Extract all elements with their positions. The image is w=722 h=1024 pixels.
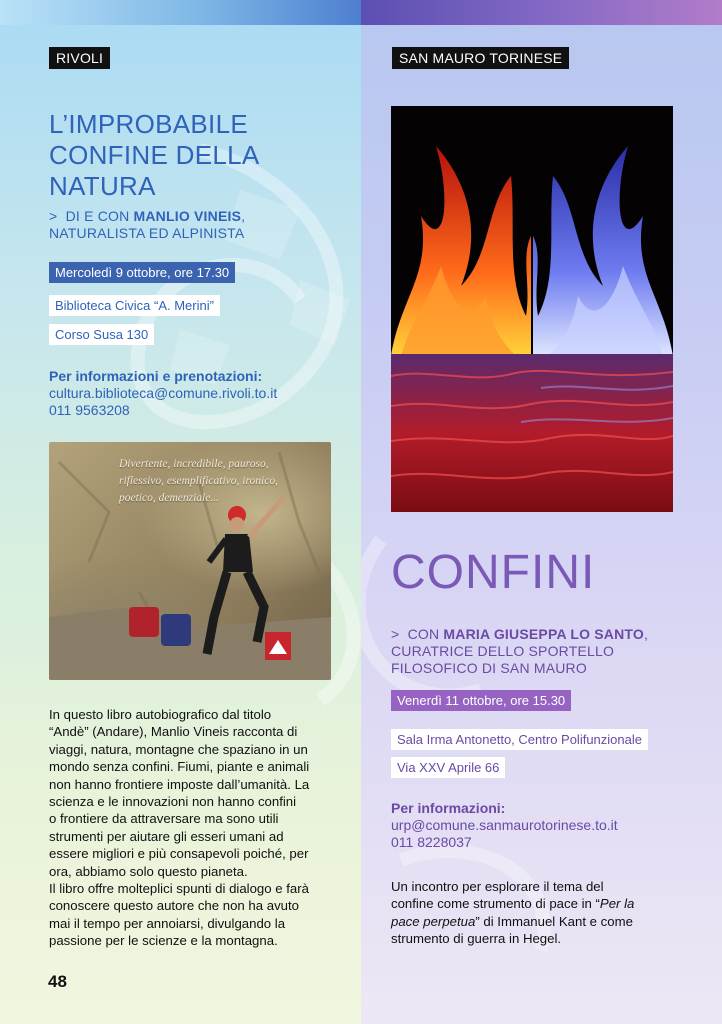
speaker-name: MARIA GIUSEPPA LO SANTO — [443, 626, 645, 642]
arrow-icon: > — [391, 626, 400, 642]
book-cover-photo — [49, 442, 331, 680]
page-number: 48 — [48, 972, 67, 991]
speaker-byline: > CON MARIA GIUSEPPA LO SANTO, CURATRICE DELLO SPORTELLO FILOSOFICO DI SAN MAURO — [391, 626, 649, 676]
info-heading: Per informazioni e prenotazioni: — [49, 368, 263, 384]
info-email[interactable]: urp@comune.sanmaurotorinese.to.it — [391, 817, 618, 833]
event-title — [49, 109, 339, 202]
title-line: NATURA — [49, 171, 156, 201]
location-tag: RIVOLI — [49, 47, 110, 69]
title-line: L’IMPROBABILE — [49, 109, 248, 139]
venue: Biblioteca Civica “A. Merini” — [49, 295, 220, 316]
info-phone[interactable]: 011 9563208 — [49, 402, 130, 418]
event-date: Mercoledì 9 ottobre, ore 17.30 — [49, 262, 235, 283]
right-header-bar — [361, 0, 722, 25]
info-email[interactable]: cultura.biblioteca@comune.rivoli.to.it — [49, 385, 278, 401]
event-title: CONFINI — [391, 546, 596, 599]
fire-reflection-image — [391, 106, 673, 512]
speaker-byline: > DI E CON MANLIO VINEIS, NATURALISTA ED ALPINISTA — [49, 208, 246, 241]
info-block — [391, 800, 618, 851]
speaker-name: MANLIO VINEIS — [133, 208, 242, 224]
book-cover-blurb: Divertente, incredibile, pauroso, riflessivo, esemplificativo, ironico, poetico, demenziale... — [119, 458, 278, 504]
address: Corso Susa 130 — [49, 324, 154, 345]
event-description: Un incontro per esplorare il tema del confine come strumento di pace in “Per la pace perpetua” di Immanuel Kant e come strumento di guerra in Hegel. — [391, 879, 635, 947]
event-description: In questo libro autobiografico dal titolo “Andè” (Andare), Manlio Vineis racconta di viaggi, natura, montagne che spaziano in un mondo senza confini. Fiumi, piante e animali non hanno frontiere imposte dall’umanità. La scienza e le innovazioni non hanno confini o frontiere da attraversare ma sono utili strumenti per aiutare gli esseri umani ad essere migliori e più consapevoli poiché, per ora, abbiamo solo questo pianeta. Il libro offre molteplici spunti di dialogo e farà conoscere questo autore che non ha avuto mai il tempo per annoiarsi, divulgando la passione per le scienze e la montagna. — [49, 707, 310, 949]
event-date: Venerdì 11 ottobre, ore 15.30 — [391, 690, 571, 711]
venue: Sala Irma Antonetto, Centro Polifunzionale — [391, 729, 648, 750]
title-line: CONFINE DELLA — [49, 140, 260, 170]
arrow-icon: > — [49, 208, 58, 224]
address: Via XXV Aprile 66 — [391, 757, 505, 778]
info-heading: Per informazioni: — [391, 800, 506, 816]
info-phone[interactable]: 011 8228037 — [391, 834, 472, 850]
location-tag: SAN MAURO TORINESE — [392, 47, 569, 69]
fire-water-photo — [391, 106, 673, 512]
left-header-bar — [0, 0, 361, 25]
book-title: Per la pace perpetua — [391, 896, 635, 929]
info-block — [49, 368, 277, 419]
